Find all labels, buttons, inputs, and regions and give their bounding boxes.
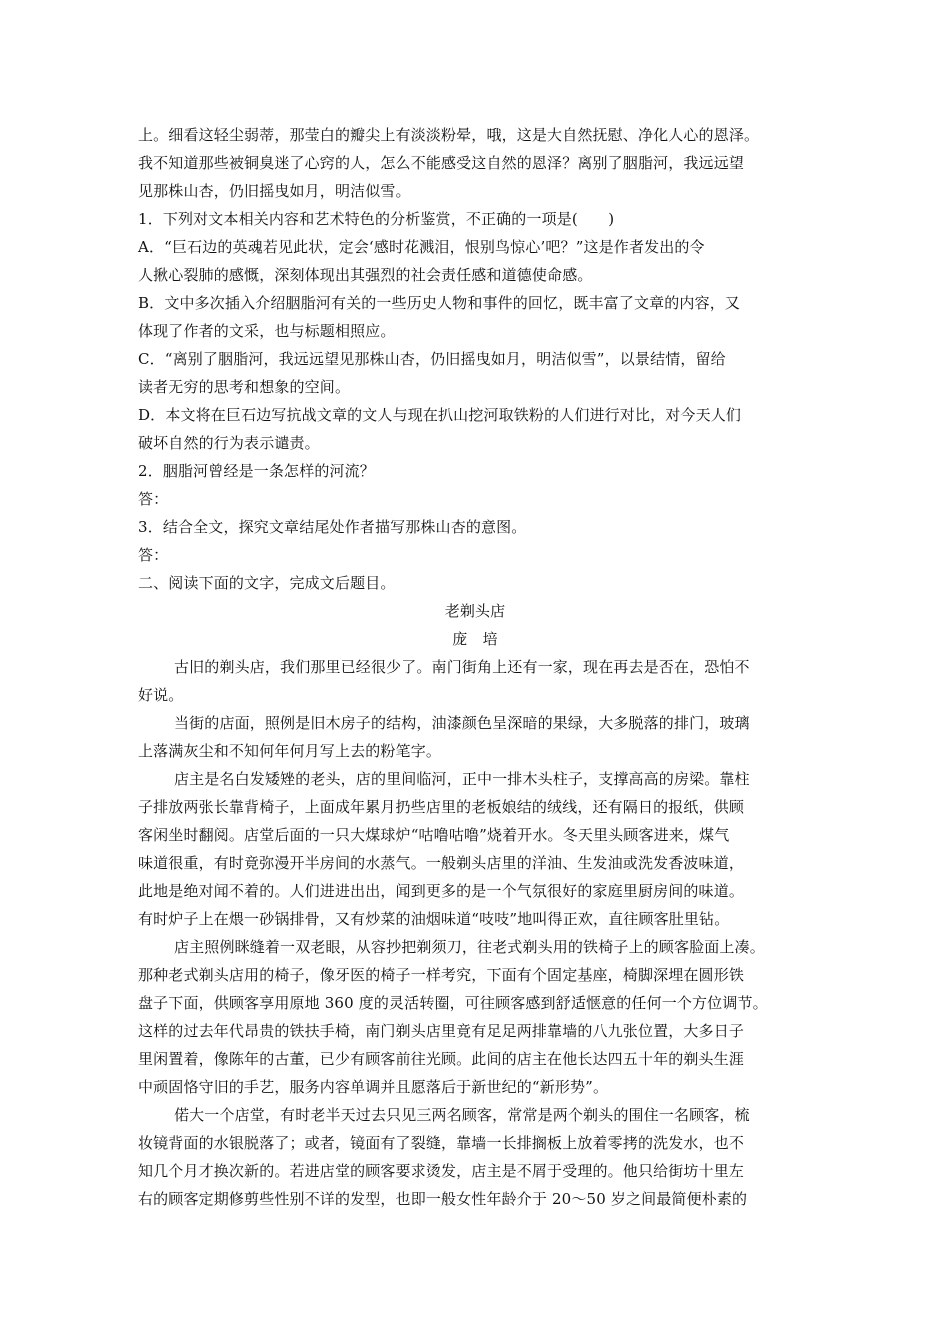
text-line: 读者无穷的思考和想象的空间。	[138, 378, 351, 396]
question-1	[138, 205, 812, 457]
question-3	[138, 513, 812, 569]
text-line: 当街的店面，照例是旧木房子的结构，油漆颜色呈深暗的果绿，大多脱落的排门，玻璃	[174, 714, 750, 732]
text-line: 好说。	[138, 686, 184, 704]
text-line: 上落满灰尘和不知何年何月写上去的粉笔字。	[138, 742, 442, 760]
text-line: 那种老式剃头店用的椅子，像牙医的椅子一样考究，下面有个固定基座，椅脚深埋在圆形铁	[138, 966, 745, 984]
article-paragraph	[138, 933, 812, 1101]
section-heading: 二、阅读下面的文字，完成文后题目。	[138, 574, 396, 592]
text-line: 此地是绝对闻不着的。人们进进出出，闻到更多的是一个气氛很好的家庭里厨房间的味道。	[138, 882, 745, 900]
text-line: 破坏自然的行为表示谴责。	[138, 434, 320, 452]
article-paragraph	[138, 709, 812, 765]
text-line: 妆镜背面的水银脱落了；或者，镜面有了裂缝，靠墙一长排搁板上放着零拷的洗发水，也不	[138, 1134, 745, 1152]
text-line: 味道很重，有时竟弥漫开半房间的水蒸气。一般剃头店里的洋油、生发油或洗发香波味道，	[138, 854, 745, 872]
text-line: 客闲坐时翻阅。店堂后面的一只大煤球炉“咕噜咕噜”烧着开水。冬天里头顾客进来，煤气	[138, 826, 730, 844]
text-line: 店主照例眯缝着一双老眼，从容抄把剃须刀，往老式剃头用的铁椅子上的顾客脸面上凑。	[174, 938, 765, 956]
option-c	[138, 345, 812, 401]
text-line: 中顽固恪守旧的手艺，服务内容单调并且愿落后于新世纪的“新形势”。	[138, 1078, 609, 1096]
question-stem: 3．结合全文，探究文章结尾处作者描写那株山杏的意图。	[138, 518, 527, 536]
text-line: 知几个月才换次新的。若进店堂的顾客要求烫发，店主是不屑于受理的。他只给街坊十里左	[138, 1162, 745, 1180]
article	[138, 597, 812, 1213]
answer-label: 答：	[138, 490, 169, 508]
article-paragraph	[138, 765, 812, 933]
question-stem: 1．下列对文本相关内容和艺术特色的分析鉴赏，不正确的一项是( )	[138, 210, 615, 228]
article-title: 老剃头店	[444, 602, 506, 620]
text-line: B．文中多次插入介绍胭脂河有关的一些历史人物和事件的回忆，既丰富了文章的内容，又	[138, 294, 741, 312]
text-line: 古旧的剃头店，我们那里已经很少了。南门街角上还有一家，现在再去是否在，恐怕不	[174, 658, 750, 676]
text-line: C．“离别了胭脂河，我远远望见那株山杏，仍旧摇曳如月，明洁似雪”，以景结情，留给	[138, 350, 726, 368]
option-a	[138, 233, 812, 289]
text-line: A．“巨石边的英魂若见此状，定会‘感时花溅泪，恨别鸟惊心’吧？”这是作者发出的令	[138, 238, 705, 256]
text-line: 偌大一个店堂，有时老半天过去只见三两名顾客，常常是两个剃头的围住一名顾客，梳	[174, 1106, 750, 1124]
answer-label: 答：	[138, 546, 169, 564]
question-stem: 2．胭脂河曾经是一条怎样的河流？	[138, 462, 375, 480]
question-2	[138, 457, 812, 513]
text-line: 里闲置着，像陈年的古董，已少有顾客前往光顾。此间的店主在他长达四五十年的剃头生涯	[138, 1050, 745, 1068]
text-line: 我不知道那些被铜臭迷了心窍的人，怎么不能感受这自然的恩泽？离别了胭脂河，我远远望	[138, 154, 745, 172]
text-line: 见那株山杏，仍旧摇曳如月，明洁似雪。	[138, 182, 411, 200]
intro-passage	[138, 121, 812, 205]
document-page	[138, 121, 812, 1213]
text-line: 右的顾客定期修剪些性别不详的发型，也即一般女性年龄介于 20～50 岁之间最简便朴素的	[138, 1190, 748, 1208]
option-b	[138, 289, 812, 345]
article-paragraph	[138, 1101, 812, 1213]
text-line: 体现了作者的文采，也与标题相照应。	[138, 322, 396, 340]
text-line: 人揪心裂肺的感慨，深刻体现出其强烈的社会责任感和道德使命感。	[138, 266, 593, 284]
text-line: 子排放两张长靠背椅子，上面成年累月扔些店里的老板娘结的绒线，还有隔日的报纸，供顾	[138, 798, 745, 816]
article-author: 庞 培	[452, 630, 498, 648]
text-line: 盘子下面，供顾客享用原地 360 度的灵活转圈，可往顾客感到舒适惬意的任何一个方位调节。	[138, 994, 768, 1012]
text-line: 店主是名白发矮矬的老头，店的里间临河，正中一排木头柱子，支撑高高的房梁。靠柱	[174, 770, 750, 788]
text-line: 这样的过去年代昂贵的铁扶手椅，南门剃头店里竟有足足两排靠墙的八九张位置，大多日子	[138, 1022, 745, 1040]
text-line: 有时炉子上在煨一砂锅排骨，又有炒菜的油烟味道“吱吱”地叫得正欢，直往顾客肚里钻。	[138, 910, 730, 928]
article-paragraph	[138, 653, 812, 709]
option-d	[138, 401, 812, 457]
text-line: D．本文将在巨石边写抗战文章的文人与现在扒山挖河取铁粉的人们进行对比，对今天人们	[138, 406, 742, 424]
text-line: 上。细看这轻尘弱蒂，那莹白的瓣尖上有淡淡粉晕，哦，这是大自然抚慰、净化人心的恩泽。	[138, 126, 760, 144]
